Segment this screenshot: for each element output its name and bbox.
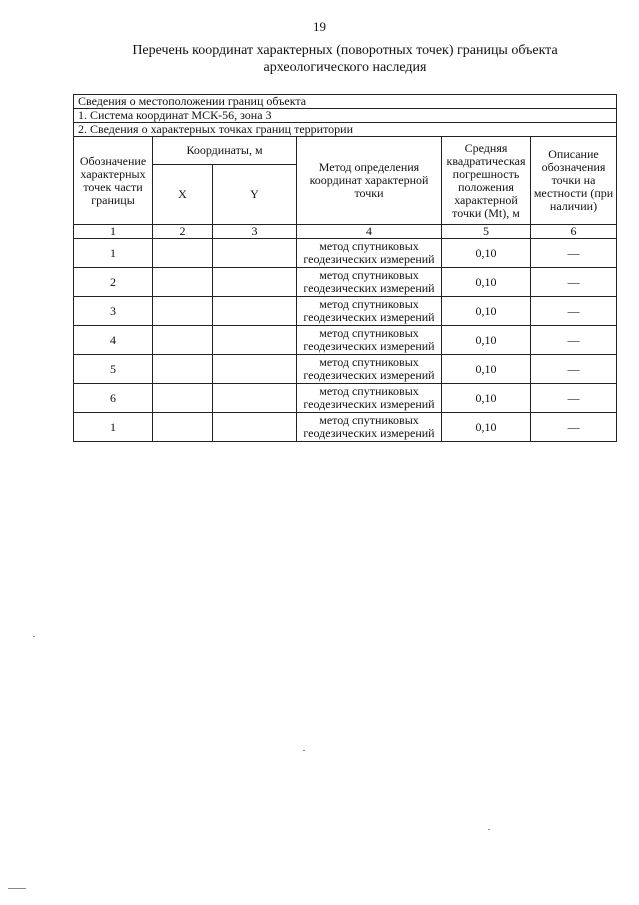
coordinates-table <box>73 94 617 442</box>
column-number: 3 <box>213 225 297 239</box>
method-line-2: геодезических измерений <box>303 252 435 266</box>
method-line-1: метод спутниковых <box>319 297 419 311</box>
header-x: X <box>153 165 213 225</box>
point-designation: 1 <box>74 239 153 268</box>
point-designation: 4 <box>74 326 153 355</box>
point-designation: 1 <box>74 413 153 442</box>
mean-square-error: 0,10 <box>442 268 531 297</box>
method-line-1: метод спутниковых <box>319 413 419 427</box>
point-designation: 5 <box>74 355 153 384</box>
point-designation: 6 <box>74 384 153 413</box>
table-row <box>74 413 617 442</box>
method-cell <box>297 384 442 413</box>
method-line-1: метод спутниковых <box>319 355 419 369</box>
coordinate-x <box>153 268 213 297</box>
coordinate-y <box>213 268 297 297</box>
point-description: — <box>531 239 617 268</box>
column-number: 5 <box>442 225 531 239</box>
coordinate-y <box>213 297 297 326</box>
method-cell <box>297 297 442 326</box>
point-description: — <box>531 297 617 326</box>
mean-square-error: 0,10 <box>442 326 531 355</box>
table-row <box>74 326 617 355</box>
method-cell <box>297 239 442 268</box>
mean-square-error: 0,10 <box>442 384 531 413</box>
column-number: 6 <box>531 225 617 239</box>
method-line-1: метод спутниковых <box>319 384 419 398</box>
header-coordinates: Координаты, м <box>153 137 297 165</box>
document-title-line-1: Перечень координат характерных (поворотных точек) границы объекта <box>132 43 558 58</box>
method-cell <box>297 355 442 384</box>
header-error: Средняя квадратическая погрешность положения характерной точки (Mt), м <box>442 137 531 225</box>
page-number: 19 <box>313 19 326 34</box>
point-designation: 3 <box>74 297 153 326</box>
coordinate-y <box>213 355 297 384</box>
header-y: Y <box>213 165 297 225</box>
column-number: 2 <box>153 225 213 239</box>
coordinate-y <box>213 239 297 268</box>
coordinate-y <box>213 384 297 413</box>
method-line-2: геодезических измерений <box>303 426 435 440</box>
coordinate-system: 1. Система координат МСК-56, зона 3 <box>74 109 617 123</box>
coordinate-x <box>153 297 213 326</box>
method-line-2: геодезических измерений <box>303 368 435 382</box>
scan-speck <box>488 829 490 830</box>
point-description: — <box>531 384 617 413</box>
method-line-2: геодезических измерений <box>303 339 435 353</box>
document-title <box>90 42 600 76</box>
method-cell <box>297 413 442 442</box>
point-description: — <box>531 268 617 297</box>
column-number: 4 <box>297 225 442 239</box>
coordinate-x <box>153 413 213 442</box>
coordinate-x <box>153 239 213 268</box>
method-cell <box>297 268 442 297</box>
mean-square-error: 0,10 <box>442 239 531 268</box>
coordinate-x <box>153 326 213 355</box>
column-numbers-row <box>74 225 617 239</box>
method-line-2: геодезических измерений <box>303 397 435 411</box>
header-description: Описание обозначения точки на местности (при наличии) <box>531 137 617 225</box>
coordinate-x <box>153 355 213 384</box>
mean-square-error: 0,10 <box>442 355 531 384</box>
mean-square-error: 0,10 <box>442 297 531 326</box>
table-row <box>74 297 617 326</box>
method-cell <box>297 326 442 355</box>
scan-speck <box>303 750 305 751</box>
scan-speck <box>8 888 26 889</box>
table-row <box>74 384 617 413</box>
coordinate-x <box>153 384 213 413</box>
method-line-2: геодезических измерений <box>303 281 435 295</box>
mean-square-error: 0,10 <box>442 413 531 442</box>
section-location: Сведения о местоположении границ объекта <box>74 95 617 109</box>
method-line-1: метод спутниковых <box>319 268 419 282</box>
point-description: — <box>531 326 617 355</box>
method-line-2: геодезических измерений <box>303 310 435 324</box>
point-description: — <box>531 413 617 442</box>
coordinate-y <box>213 326 297 355</box>
scan-speck <box>33 636 35 637</box>
point-description: — <box>531 355 617 384</box>
header-designation: Обозначение характерных точек части границы <box>74 137 153 225</box>
section-points: 2. Сведения о характерных точках границ территории <box>74 123 617 137</box>
column-number: 1 <box>74 225 153 239</box>
method-line-1: метод спутниковых <box>319 326 419 340</box>
coordinate-y <box>213 413 297 442</box>
table-row <box>74 239 617 268</box>
document-title-line-2: археологического наследия <box>263 60 427 75</box>
table-row <box>74 355 617 384</box>
method-line-1: метод спутниковых <box>319 239 419 253</box>
header-method: Метод определения координат характерной точки <box>297 137 442 225</box>
point-designation: 2 <box>74 268 153 297</box>
table-row <box>74 268 617 297</box>
